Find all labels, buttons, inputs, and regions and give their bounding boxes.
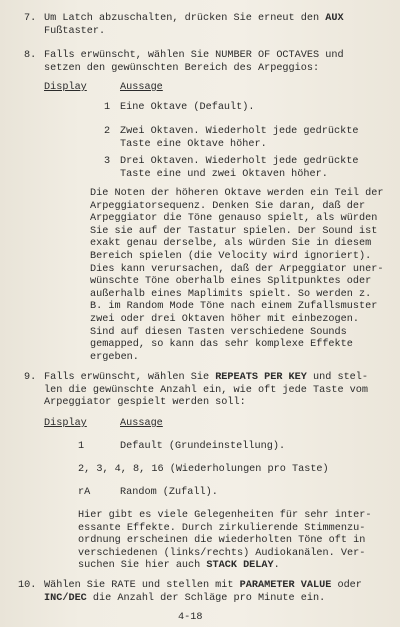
item-8-row3-line1: Drei Oktaven. Wiederholt jede gedrückte [120,156,359,167]
item-10-text [44,580,362,605]
note-line: exakt genau derselbe, als würden Sie in diesem [90,238,372,250]
item-8-row1-display: 1 [104,102,111,113]
note-line: Dies kann verursachen, daß der Arpeggiator uner- [90,263,384,275]
item-7-line2: Fußtaster. [44,25,106,37]
page-number: 4-18 [178,612,203,623]
item-9-intro [44,372,368,410]
aux-keyword: AUX [325,13,344,24]
item-8-row2-text [120,126,358,151]
repeats-per-key-keyword: REPEATS PER KEY [215,372,307,383]
note-line: wünschte Töne oberhalb eines Splitpunktes oder [90,276,372,288]
item-10-line1-post: oder [331,580,362,591]
item-9-line2: len die gewünschte Anzahl ein, wie oft jede Taste vom [44,384,369,396]
note-line-end: . [273,560,280,572]
item-9-row2-text: 2, 3, 4, 8, 16 (Wiederholungen pro Taste) [78,464,329,475]
note-line: zwei oder drei Oktaven höher mit einbezogen. [90,313,359,325]
note-line: B. im Random Mode Töne nach einem Zufallsmuster [90,301,378,313]
item-9-note [78,510,371,573]
note-line: Sie sie auf der Tastatur spielen. Der Sound ist [90,225,378,237]
item-8-line1: Falls erwünscht, wählen Sie NUMBER OF OCTAVES und [44,50,344,61]
item-8-row2-line2: Taste eine Oktave höher. [120,138,267,150]
note-line: suchen Sie hier auch [78,560,207,572]
item-9-row1-text: Default (Grundeinstellung). [120,441,286,452]
item-9-line1-pre: Falls erwünscht, wählen Sie [44,372,216,383]
note-line: ergeben. [90,351,139,363]
note-line: essante Effekte. Durch zirkulierende Stimmenzu- [78,522,366,534]
note-line: Bereich spielen (die Velocity wird ignoriert). [90,250,372,262]
note-line: Arpeggiator die Töne genauso spielt, als würden [90,213,378,225]
note-line: Sind auf diesen Tasten verschiedene Sounds [90,326,347,338]
item-8-row3-display: 3 [104,156,111,167]
inc-dec-keyword: INC/DEC [44,592,87,604]
item-8-aussage-header: Aussage [120,82,163,93]
item-8-line2: setzen den gewünschten Bereich des Arpeggios: [44,62,320,74]
item-9-row3-display: rA [78,487,91,498]
item-8-row3-text [120,156,358,181]
item-9-row3-text: Random (Zufall). [120,487,218,498]
parameter-value-keyword: PARAMETER VALUE [239,580,332,591]
item-8-row3-line2: Taste eine und zwei Oktaven höher. [120,168,328,180]
note-line: Hier gibt es viele Gelegenheiten für sehr inter- [78,510,372,521]
stack-delay-keyword: STACK DELAY [206,560,274,572]
item-8-number: 8. [24,50,37,61]
item-10-number: 10. [18,580,37,591]
note-line: gemapped, so kann das sehr komplexe Effekte [90,339,353,351]
item-8-display-header: Display [44,82,87,93]
item-8-row2-line1: Zwei Oktaven. Wiederholt jede gedrückte [120,126,359,137]
item-8-intro [44,50,344,75]
item-9-number: 9. [24,372,37,383]
item-9-line3: Arpeggiator gespielt werden soll: [44,397,246,409]
note-line: ordnung erscheinen die wiederholten Töne oft in [78,535,366,547]
note-line: verschiedenen (links/rechts) Audiokanälen. Ver- [78,547,366,559]
item-8-row2-display: 2 [104,126,111,137]
item-10-line2-post: die Anzahl der Schläge pro Minute ein. [86,592,326,604]
note-line: Arpeggiatorsequenz. Denken Sie daran, daß der [90,200,366,212]
item-8-note [90,188,383,364]
item-9-row1-display: 1 [78,441,85,452]
item-9-line1-post: und stel- [306,372,369,383]
note-line: außerhalb eines Maplimits spielt. So werden z. [90,288,372,300]
item-7-line1: Um Latch abzuschalten, drücken Sie erneut den [44,13,326,24]
item-9-aussage-header: Aussage [120,418,163,429]
item-8-row1-text: Eine Oktave (Default). [120,102,255,113]
item-9-display-header: Display [44,418,87,429]
item-7-number: 7. [24,13,37,24]
note-line: Die Noten der höheren Oktave werden ein Teil der [90,188,384,199]
item-7-text [44,13,344,38]
item-10-line1-pre: Wählen Sie RATE und stellen mit [44,580,240,591]
